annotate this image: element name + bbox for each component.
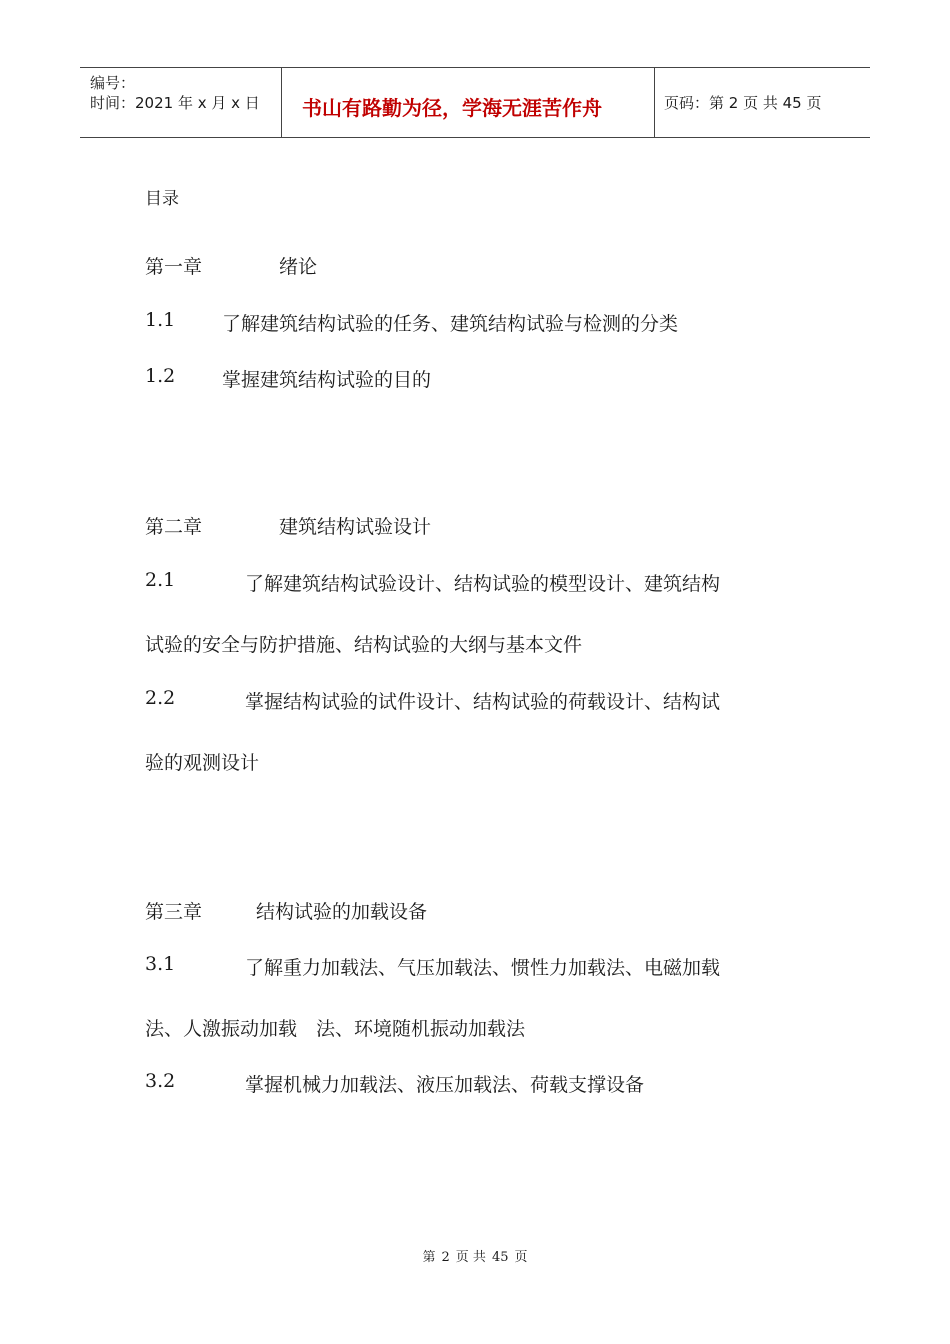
chapter-heading-1: [145, 252, 318, 279]
toc-item-text-continued: 试验的安全与防护措施、结构试验的大纲与基本文件: [145, 634, 583, 656]
chapter-name: 结构试验的加载设备: [256, 901, 428, 923]
toc-item-number: 3.2: [145, 1070, 176, 1092]
toc-item-text: 了解建筑结构试验的任务、建筑结构试验与检测的分类: [222, 313, 679, 335]
toc-item-text: 掌握机械力加载法、液压加载法、荷载支撑设备: [245, 1074, 645, 1096]
chapter-heading-3: [145, 897, 428, 924]
chapter-name: 绪论: [279, 256, 318, 278]
document-date-label: 时间：2021 年 x 月 x 日: [90, 94, 260, 112]
toc-item-text: 了解重力加载法、气压加载法、惯性力加载法、电磁加载: [245, 957, 721, 979]
header-motto-cell: [281, 68, 655, 137]
header-left-cell: [80, 68, 281, 137]
page-footer: [0, 1246, 950, 1265]
chapter-label: 第三章: [145, 901, 203, 923]
chapter-label: 第一章: [145, 256, 203, 278]
chapter-label: 第二章: [145, 516, 203, 538]
toc-title: 目录: [145, 189, 179, 209]
header-motto: 书山有路勤为径，学海无涯苦作舟: [302, 96, 602, 120]
toc-item-number: 2.2: [145, 687, 176, 709]
page-header: [80, 67, 870, 138]
toc-item-text: 了解建筑结构试验设计、结构试验的模型设计、建筑结构: [245, 573, 721, 595]
footer-page-prefix: 第: [422, 1250, 436, 1265]
toc-item-text-continued: 验的观测设计: [145, 752, 260, 774]
toc-item-number: 3.1: [145, 953, 176, 975]
chapter-heading-2: [145, 512, 432, 539]
footer-total-pages: 45: [491, 1250, 509, 1265]
document-number-label: 编号：: [90, 74, 136, 92]
header-page-info: 页码：第 2 页 共 45 页: [664, 94, 822, 112]
footer-page-number: 2: [441, 1250, 450, 1265]
footer-page-suffix: 页: [514, 1250, 528, 1265]
footer-page-mid: 页 共: [455, 1250, 486, 1265]
toc-item-text-continued: 法、人激振动加载 法、环境随机振动加载法: [145, 1018, 526, 1040]
toc-item-number: 1.1: [145, 309, 176, 331]
chapter-name: 建筑结构试验设计: [279, 516, 432, 538]
toc-item-text: 掌握建筑结构试验的目的: [222, 369, 432, 391]
toc-item-number: 1.2: [145, 365, 176, 387]
toc-item-text: 掌握结构试验的试件设计、结构试验的荷载设计、结构试: [245, 691, 721, 713]
toc-item-number: 2.1: [145, 569, 176, 591]
